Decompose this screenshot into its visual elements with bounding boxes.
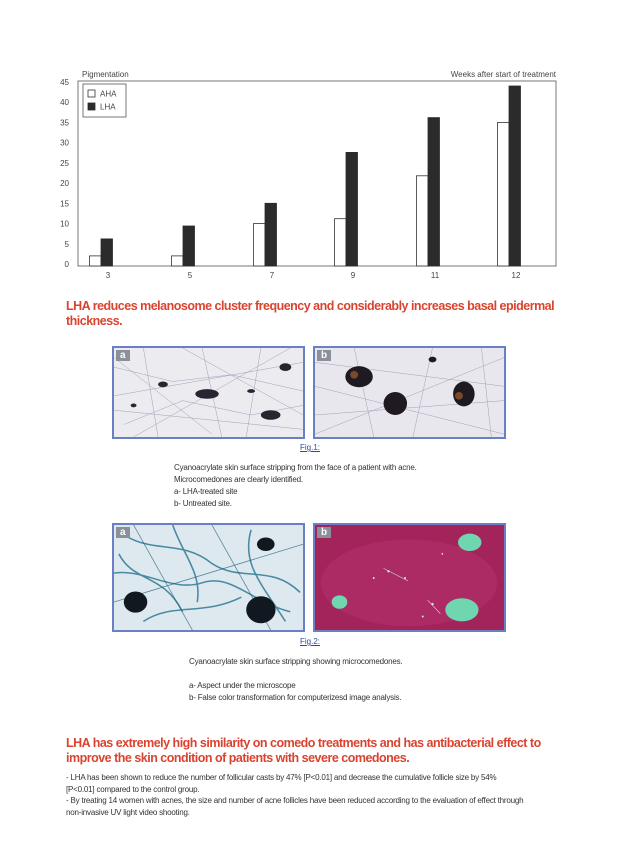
body-text [66, 772, 566, 818]
fig1-line-4: b- Untreated site. [174, 499, 232, 508]
y-tick-label-25: 25 [60, 158, 69, 168]
x-tick-label-9: 9 [350, 271, 356, 280]
bar-lha-week-3 [101, 239, 113, 266]
y-tick-label-35: 35 [60, 118, 69, 128]
bar-lha-week-5 [183, 226, 195, 266]
body-line-1: - LHA has been shown to reduce the number of follicular casts by 47% [P<0.01] and decrease the cumulative follicle size by 54% [66, 773, 497, 782]
bar-lha-week-7 [265, 203, 277, 266]
fig2-micrograph-a [114, 525, 303, 630]
y-tick-label-30: 30 [60, 138, 69, 148]
y-tick-label-5: 5 [64, 239, 69, 249]
fig1-micrograph-a [114, 348, 303, 437]
fig2-photo-a [112, 523, 305, 632]
y-tick-label-0: 0 [64, 260, 69, 269]
body-line-3: - By treating 14 women with acnes, the size and number of acne follicles have been reduced according to the evaluation of effect through [66, 796, 524, 805]
chart-y-axis-label: Pigmentation [82, 70, 129, 79]
y-tick-label-20: 20 [60, 179, 69, 189]
x-tick-label-5: 5 [187, 271, 193, 280]
fig2-description [189, 656, 402, 704]
bar-lha-week-11 [428, 118, 440, 266]
legend-label-aha: AHA [100, 89, 117, 99]
fig2-line-3: a- Aspect under the microscope [189, 681, 296, 690]
body-line-2: [P<0.01] compared to the control group. [66, 784, 200, 794]
bar-aha-week-9 [335, 219, 347, 266]
fig1-panel-a-tag: a [116, 350, 130, 361]
fig2-photo-b [313, 523, 506, 632]
chart-x-axis-label: Weeks after start of treatment [450, 70, 556, 79]
headline-comedo: LHA has extremely high similarity on comedo treatments and has antibacterial effect to improve the skin condition of patients with severe comedones. [66, 736, 541, 765]
legend-swatch-lha [88, 103, 95, 110]
bar-aha-week-12 [498, 122, 510, 266]
fig1-photo-a [112, 346, 305, 439]
fig1-line-3: a- LHA-treated site [174, 487, 238, 496]
y-tick-label-15: 15 [60, 199, 69, 209]
y-tick-label-45: 45 [60, 78, 69, 87]
fig2-panel-a-tag: a [116, 527, 130, 538]
fig1-line-2: Microcomedones are clearly identified. [174, 475, 303, 484]
bar-aha-week-3 [90, 256, 102, 266]
y-tick-label-10: 10 [60, 219, 69, 229]
chart-x-ticks [106, 271, 521, 280]
fig1-panel-b-tag: b [317, 350, 331, 361]
bar-lha-week-12 [509, 86, 521, 266]
x-tick-label-11: 11 [430, 271, 440, 280]
legend-swatch-aha [88, 90, 95, 97]
fig1-micrograph-b [315, 348, 504, 437]
x-tick-label-7: 7 [269, 271, 275, 280]
fig1-caption: Fig.1: [300, 443, 321, 452]
fig2-line-1: Cyanoacrylate skin surface stripping showing microcomedones. [189, 657, 403, 666]
chart-bars [90, 86, 521, 266]
fig2-line-2 [189, 668, 402, 680]
headline-melanosome: LHA reduces melanosome cluster frequency and considerably increases basal epidermal thickness. [66, 299, 555, 328]
fig1-description [174, 462, 417, 510]
bar-aha-week-7 [254, 224, 266, 266]
x-tick-label-3: 3 [105, 271, 111, 280]
fig1-photo-b [313, 346, 506, 439]
fig2-line-4: b- False color transformation for computerizesd image analysis. [189, 693, 402, 702]
bar-aha-week-11 [417, 176, 429, 266]
chart-legend [83, 84, 126, 117]
pigmentation-bar-chart [0, 0, 618, 300]
chart-y-ticks [60, 78, 69, 269]
fig2-false-color-b [315, 525, 504, 630]
fig2-caption: Fig.2: [300, 637, 321, 646]
fig2-panel-b-tag: b [317, 527, 331, 538]
chart-plot-frame [78, 81, 556, 266]
y-tick-label-40: 40 [60, 98, 69, 108]
x-tick-label-12: 12 [511, 271, 521, 280]
bar-lha-week-9 [346, 152, 358, 266]
legend-label-lha: LHA [100, 102, 116, 112]
bar-aha-week-5 [172, 256, 184, 266]
fig1-line-1: Cyanoacrylate skin surface stripping from the face of a patient with acne. [174, 463, 417, 472]
body-line-4: non-invasive UV light video shooting. [66, 807, 190, 817]
